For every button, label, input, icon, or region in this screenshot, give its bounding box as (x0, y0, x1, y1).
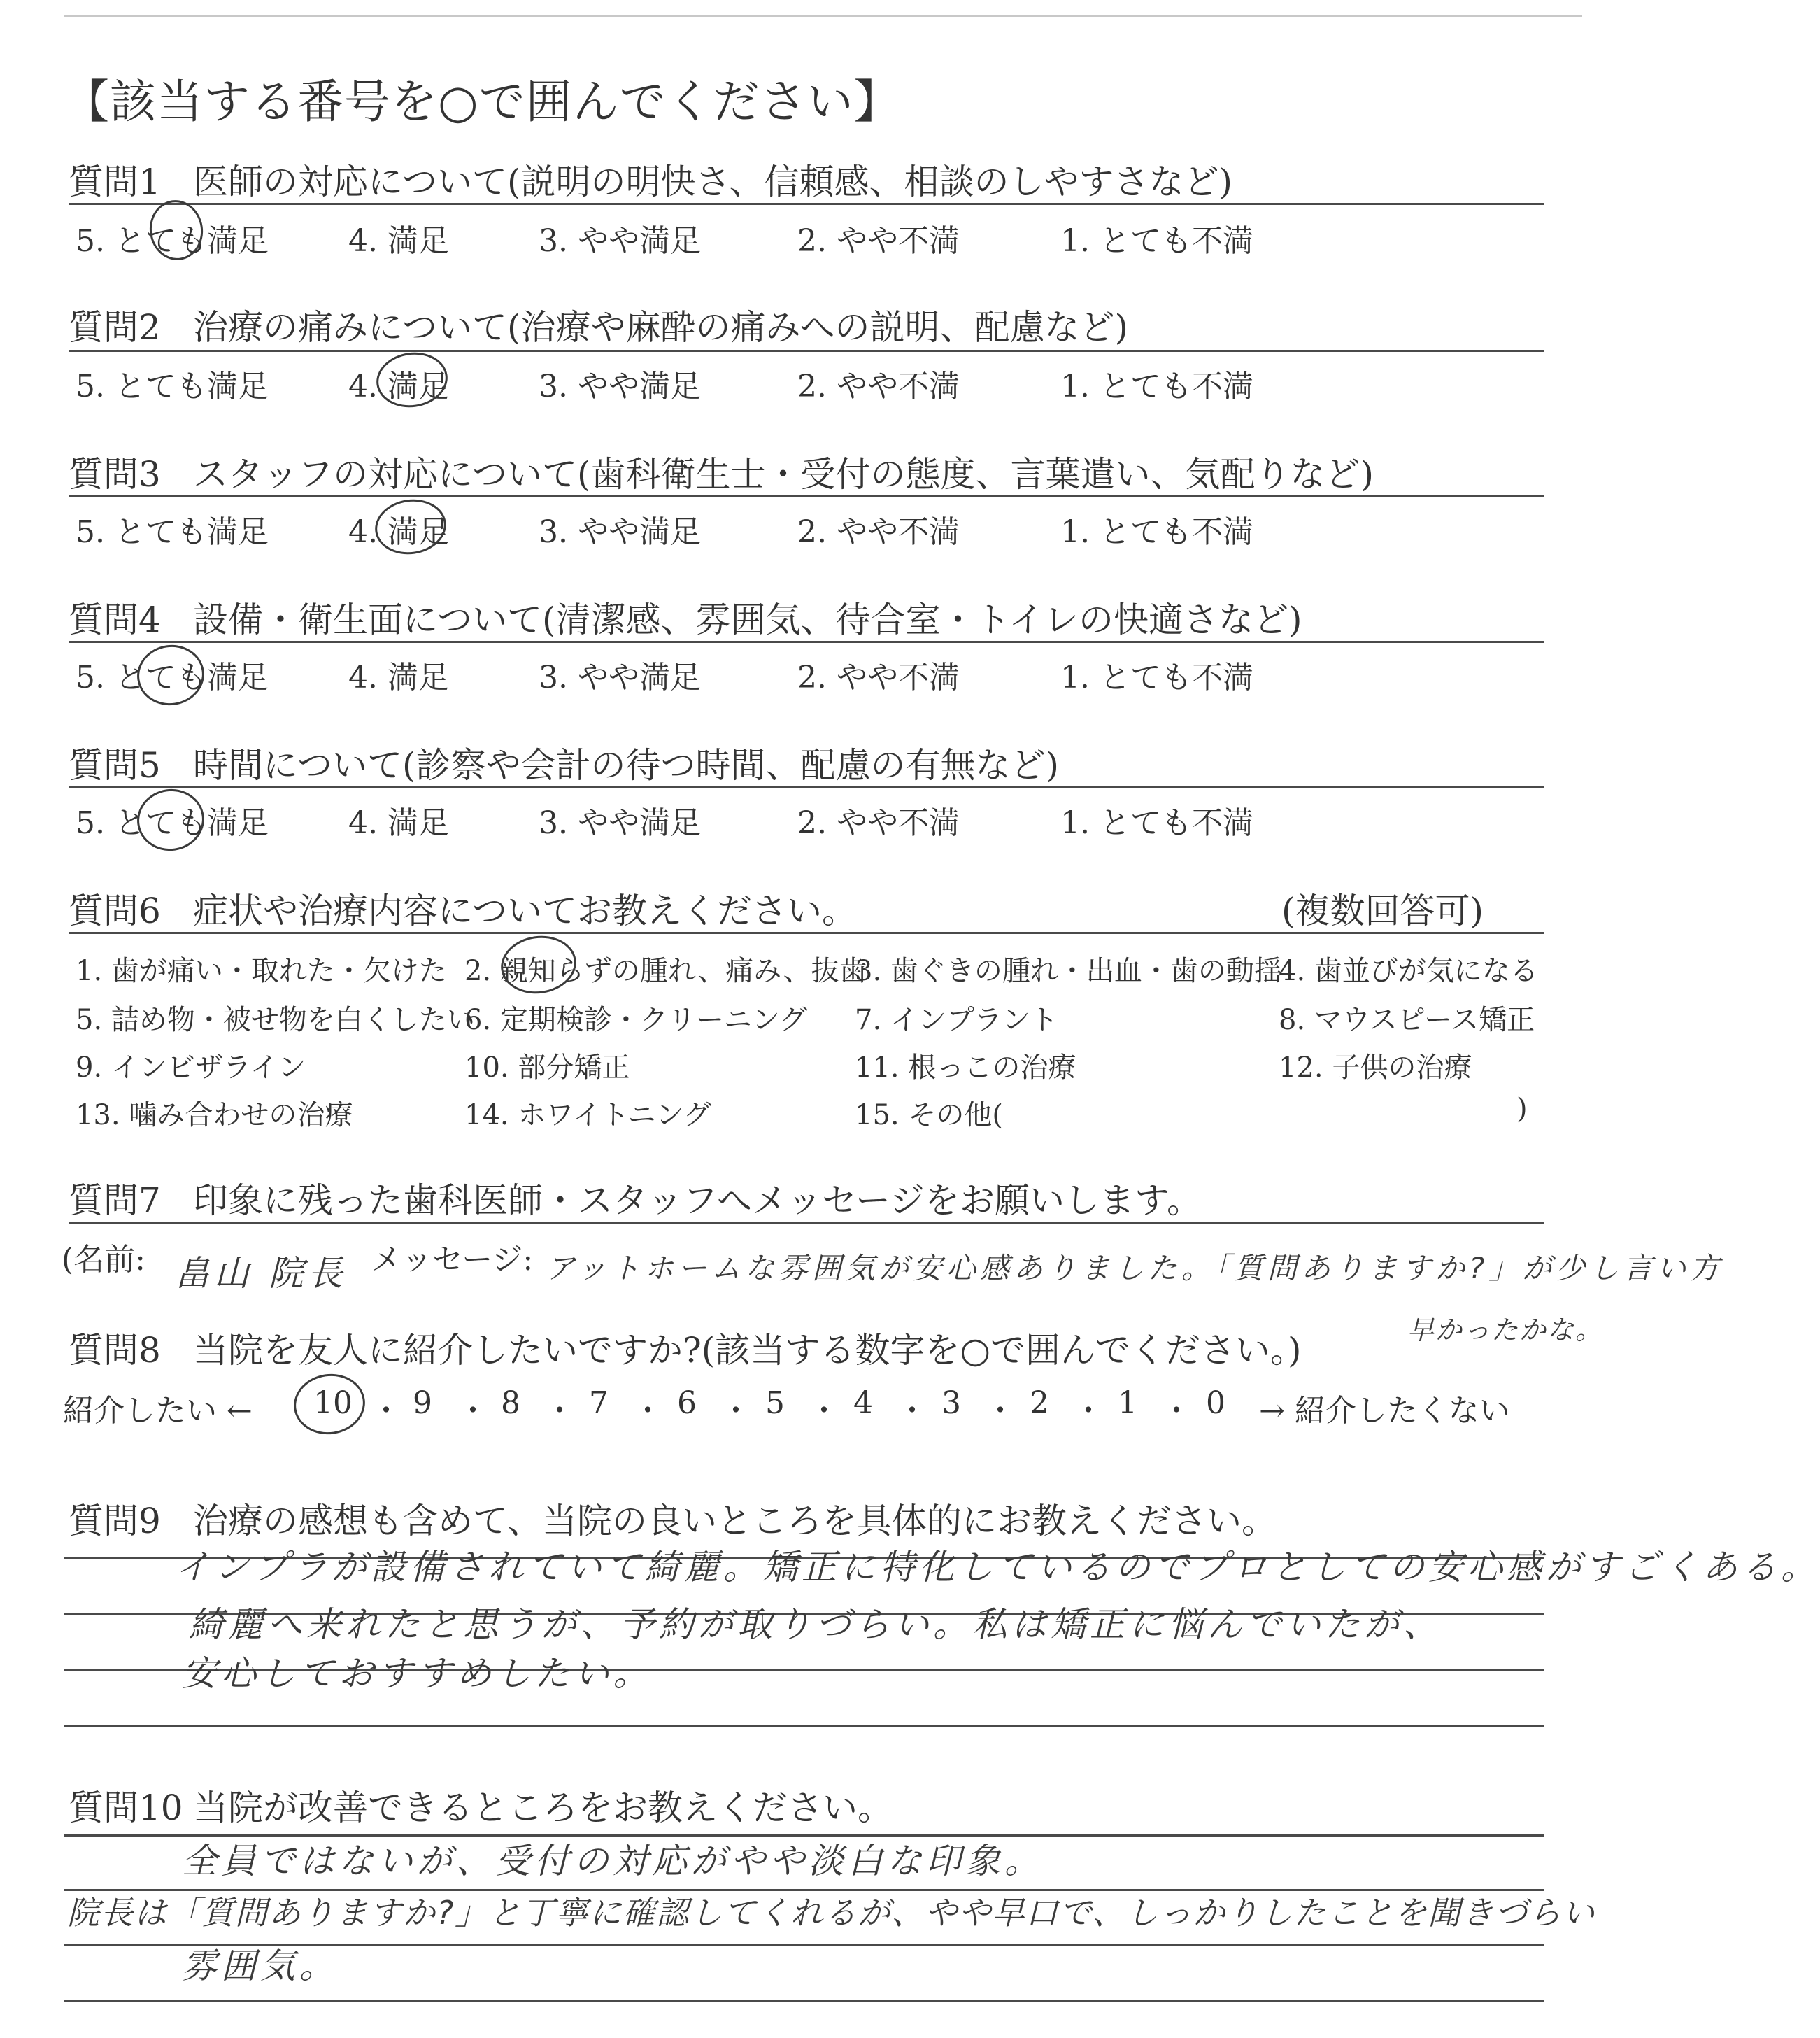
scale-option-5[interactable]: 5 (765, 1385, 785, 1421)
handwritten-message-line: 早かったかな。 (1407, 1315, 1604, 1345)
scale-option-3[interactable]: 3 (941, 1385, 961, 1421)
answer-circle-mark (133, 785, 208, 856)
question-rule (69, 1222, 1544, 1224)
writing-line (64, 2000, 1544, 2002)
handwritten-answer-line: 雰囲気。 (182, 1946, 339, 1986)
message-label: メッセージ: (371, 1242, 534, 1278)
scale-option-10[interactable]: 10 (313, 1385, 353, 1421)
option-somewhat-dissatisfied[interactable]: 2. やや不満 (797, 514, 960, 550)
scale-option-7[interactable]: 7 (589, 1385, 609, 1421)
option-very-dissatisfied[interactable]: 1. とても不満 (1060, 805, 1253, 841)
option-somewhat-satisfied[interactable]: 3. やや満足 (539, 805, 701, 841)
symptom-option[interactable]: 9. インビザライン (76, 1052, 306, 1084)
question-rule (69, 350, 1544, 352)
question-title: 質問1 医師の対応について(説明の明快さ、信頼感、相談のしやすさなど) (69, 162, 1233, 202)
scale-separator: ・ (544, 1393, 575, 1429)
scale-option-2[interactable]: 2 (1030, 1385, 1049, 1421)
option-somewhat-satisfied[interactable]: 3. やや満足 (539, 369, 701, 404)
symptom-option[interactable]: 6. 定期検診・クリーニング (464, 1004, 808, 1036)
recommend-right-label: → 紹介したくない (1259, 1393, 1510, 1429)
scale-option-4[interactable]: 4 (853, 1385, 873, 1421)
symptom-option[interactable]: 14. ホワイトニング (464, 1099, 711, 1131)
handwritten-answer-line: 綺麗へ来れたと思うが、予約が取りづらい。私は矯正に悩んでいたが、 (189, 1604, 1442, 1645)
question-title: 質問4 設備・衛生面について(清潔感、雰囲気、待合室・トイレの快適さなど) (69, 600, 1302, 640)
symptom-option[interactable]: 15. その他( (855, 1099, 1003, 1131)
scale-separator: ・ (632, 1393, 663, 1429)
other-close-paren: ) (1516, 1093, 1528, 1125)
scale-separator: ・ (897, 1393, 927, 1429)
symptom-option[interactable]: 2. 親知らずの腫れ、痛み、抜歯 (464, 955, 867, 987)
recommend-left-label: 紹介したい ← (63, 1393, 253, 1429)
page-header: 【該当する番号を○で囲んでください】 (63, 75, 901, 129)
answer-circle-mark (133, 641, 208, 710)
question-title: 質問9 治療の感想も含めて、当院の良いところを具体的にお教えください。 (69, 1501, 1277, 1541)
symptom-option[interactable]: 3. 歯ぐきの腫れ・出血・歯の動揺 (855, 955, 1282, 987)
question-title: 質問3 スタッフの対応について(歯科衛生士・受付の態度、言葉遣い、気配りなど) (69, 454, 1374, 495)
symptom-option[interactable]: 5. 詰め物・被せ物を白くしたい (76, 1004, 475, 1036)
option-very-satisfied[interactable]: 5. とても満足 (76, 660, 269, 695)
scale-separator: ・ (371, 1393, 401, 1429)
option-somewhat-dissatisfied[interactable]: 2. やや不満 (797, 369, 960, 404)
option-very-satisfied[interactable]: 5. とても満足 (76, 223, 269, 259)
handwritten-answer-line: 全員ではないが、受付の対応がやや淡白な印象。 (182, 1841, 1044, 1881)
option-very-satisfied[interactable]: 5. とても満足 (76, 369, 269, 404)
option-satisfied[interactable]: 4. 満足 (348, 805, 449, 841)
symptom-option[interactable]: 10. 部分矯正 (464, 1052, 630, 1084)
option-satisfied[interactable]: 4. 満足 (348, 514, 449, 550)
option-somewhat-satisfied[interactable]: 3. やや満足 (539, 660, 701, 695)
question-title: 質問7 印象に残った歯科医師・スタッフへメッセージをお願いします。 (69, 1180, 1202, 1221)
option-very-dissatisfied[interactable]: 1. とても不満 (1060, 369, 1253, 404)
scale-separator: ・ (457, 1393, 488, 1429)
scale-separator: ・ (1161, 1393, 1192, 1429)
option-very-dissatisfied[interactable]: 1. とても不満 (1060, 223, 1253, 259)
option-very-satisfied[interactable]: 5. とても満足 (76, 805, 269, 841)
symptom-option[interactable]: 1. 歯が痛い・取れた・欠けた (76, 955, 447, 987)
symptom-option[interactable]: 8. マウスピース矯正 (1279, 1004, 1535, 1036)
option-satisfied[interactable]: 4. 満足 (348, 369, 449, 404)
option-somewhat-satisfied[interactable]: 3. やや満足 (539, 223, 701, 259)
question-title: 質問10 当院が改善できるところをお教えください。 (69, 1788, 893, 1828)
handwritten-name: 畠山 院長 (175, 1253, 347, 1294)
question-rule (69, 641, 1544, 643)
option-somewhat-dissatisfied[interactable]: 2. やや不満 (797, 223, 960, 259)
option-somewhat-satisfied[interactable]: 3. やや満足 (539, 514, 701, 550)
handwritten-answer-line: 安心しておすすめしたい。 (182, 1653, 653, 1694)
scale-separator: ・ (809, 1393, 839, 1429)
option-very-satisfied[interactable]: 5. とても満足 (76, 514, 269, 550)
scale-option-1[interactable]: 1 (1118, 1385, 1137, 1421)
handwritten-message-line: アットホームな雰囲気が安心感ありました。「質問ありますか?」が少し言い方 (546, 1251, 1724, 1285)
symptom-option[interactable]: 4. 歯並びが気になる (1279, 955, 1538, 987)
option-very-dissatisfied[interactable]: 1. とても不満 (1060, 514, 1253, 550)
question-title: 質問2 治療の痛みについて(治療や麻酔の痛みへの説明、配慮など) (69, 307, 1129, 348)
answer-circle-mark (290, 1369, 369, 1438)
name-label: (名前: (62, 1242, 145, 1278)
scale-option-8[interactable]: 8 (501, 1385, 520, 1421)
symptom-option[interactable]: 13. 噛み合わせの治療 (76, 1099, 353, 1131)
multiple-answers-note: (複数回答可) (1281, 891, 1484, 931)
symptom-option[interactable]: 11. 根っこの治療 (855, 1052, 1076, 1084)
scale-option-0[interactable]: 0 (1206, 1385, 1225, 1421)
question-rule (69, 203, 1544, 205)
top-border (64, 15, 1582, 17)
scale-separator: ・ (985, 1393, 1016, 1429)
option-very-dissatisfied[interactable]: 1. とても不満 (1060, 660, 1253, 695)
question-title: 質問6 症状や治療内容についてお教えください。 (69, 891, 857, 931)
question-rule (69, 786, 1544, 788)
option-satisfied[interactable]: 4. 満足 (348, 223, 449, 259)
handwritten-answer-line: インプラが設備されていて綺麗。矯正に特化しているのでプロとしての安心感がすごくある。 (175, 1547, 1820, 1587)
question-rule (69, 495, 1544, 497)
writing-line (64, 1725, 1544, 1727)
question-title: 質問8 当院を友人に紹介したいですか?(該当する数字を○で囲んでください。) (69, 1330, 1302, 1371)
option-somewhat-dissatisfied[interactable]: 2. やや不満 (797, 805, 960, 841)
scale-separator: ・ (1073, 1393, 1104, 1429)
symptom-option[interactable]: 7. インプラント (855, 1004, 1058, 1036)
scale-option-9[interactable]: 9 (413, 1385, 432, 1421)
symptom-option[interactable]: 12. 子供の治療 (1279, 1052, 1472, 1084)
handwritten-answer-line: 院長は「質問ありますか?」と丁寧に確認してくれるが、やや早口で、しっかりしたことを聞きづらい (67, 1894, 1596, 1932)
scale-option-6[interactable]: 6 (677, 1385, 697, 1421)
scale-separator: ・ (720, 1393, 751, 1429)
question-title: 質問5 時間について(診察や会計の待つ時間、配慮の有無など) (69, 745, 1060, 786)
option-somewhat-dissatisfied[interactable]: 2. やや不満 (797, 660, 960, 695)
option-satisfied[interactable]: 4. 満足 (348, 660, 449, 695)
question-rule (69, 932, 1544, 934)
